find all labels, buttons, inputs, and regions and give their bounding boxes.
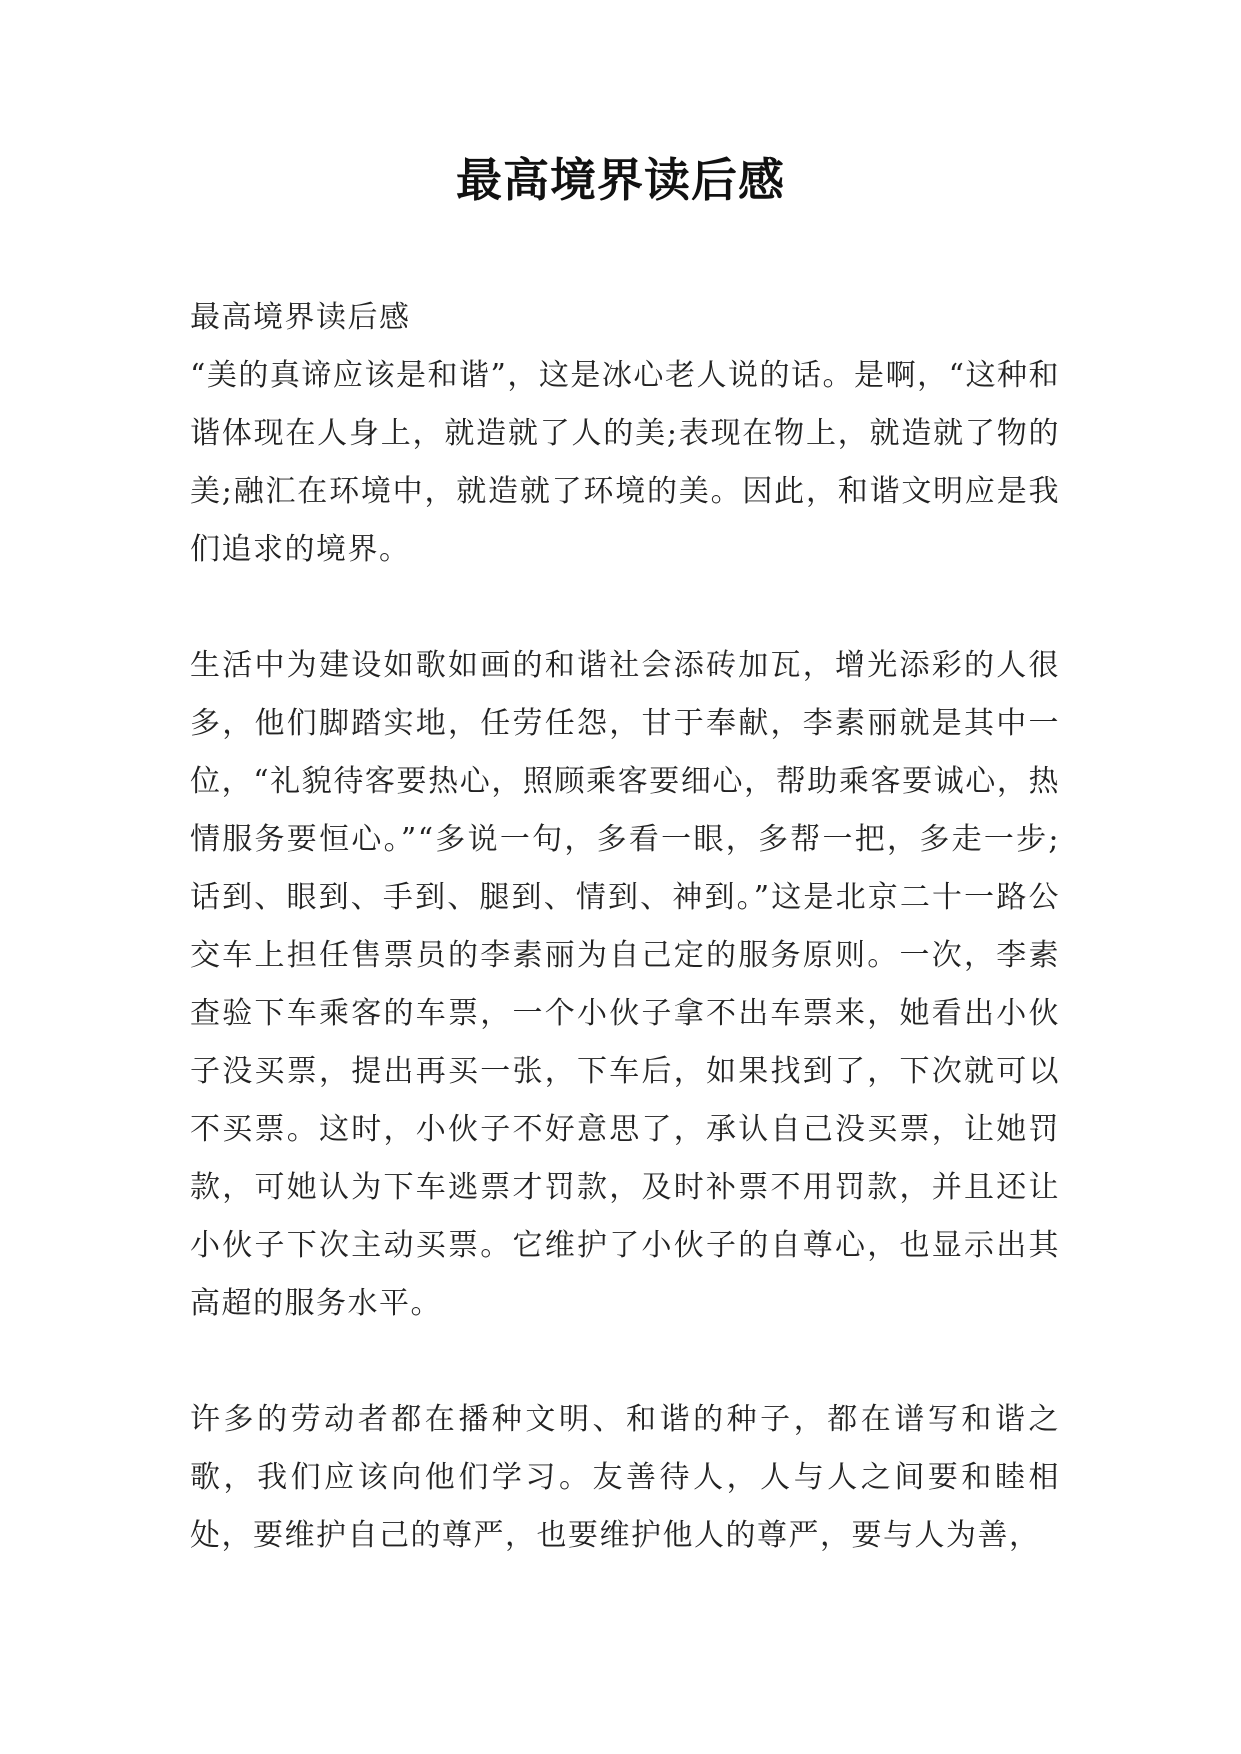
paragraph-3: 许多的劳动者都在播种文明、和谐的种子，都在谱写和谐之歌，我们应该向他们学习。友善待人，人与人之间要和睦相处，要维护自己的尊严，也要维护他人的尊严，要与人为善， xyxy=(190,1402,1060,1553)
document-title: 最高境界读后感 xyxy=(456,153,785,207)
document-body xyxy=(190,289,1060,1565)
paragraph-gap xyxy=(190,579,1060,637)
paragraph-2: 生活中为建设如歌如画的和谐社会添砖加瓦，增光添彩的人很多，他们脚踏实地，任劳任怨，甘于奉献，李素丽就是其中一位，“礼貌待客要热心，照顾乘客要细心，帮助乘客要诚心，热情服务要恒心。”“多说一句，多看一眼，多帮一把，多走一步;话到、眼到、手到、腿到、情到、神到。”这是北京二十一路公交车上担任售票员的李素丽为自己定的服务原则。一次，李素查验下车乘客的车票，一个小伙子拿不出车票来，她看出小伙子没买票，提出再买一张，下车后，如果找到了，下次就可以不买票。这时，小伙子不好意思了，承认自己没买票，让她罚款，可她认为下车逃票才罚款，及时补票不用罚款，并且还让小伙子下次主动买票。它维护了小伙子的自尊心，也显示出其高超的服务水平。 xyxy=(190,648,1060,1321)
paragraph-1: “美的真谛应该是和谐”，这是冰心老人说的话。是啊，“这种和谐体现在人身上，就造就了人的美;表现在物上，就造就了物的美;融汇在环境中，就造就了环境的美。因此，和谐文明应是我们追求的境界。 xyxy=(190,358,1060,567)
document-subtitle: 最高境界读后感 xyxy=(190,300,411,335)
paragraph-gap xyxy=(190,1333,1060,1391)
